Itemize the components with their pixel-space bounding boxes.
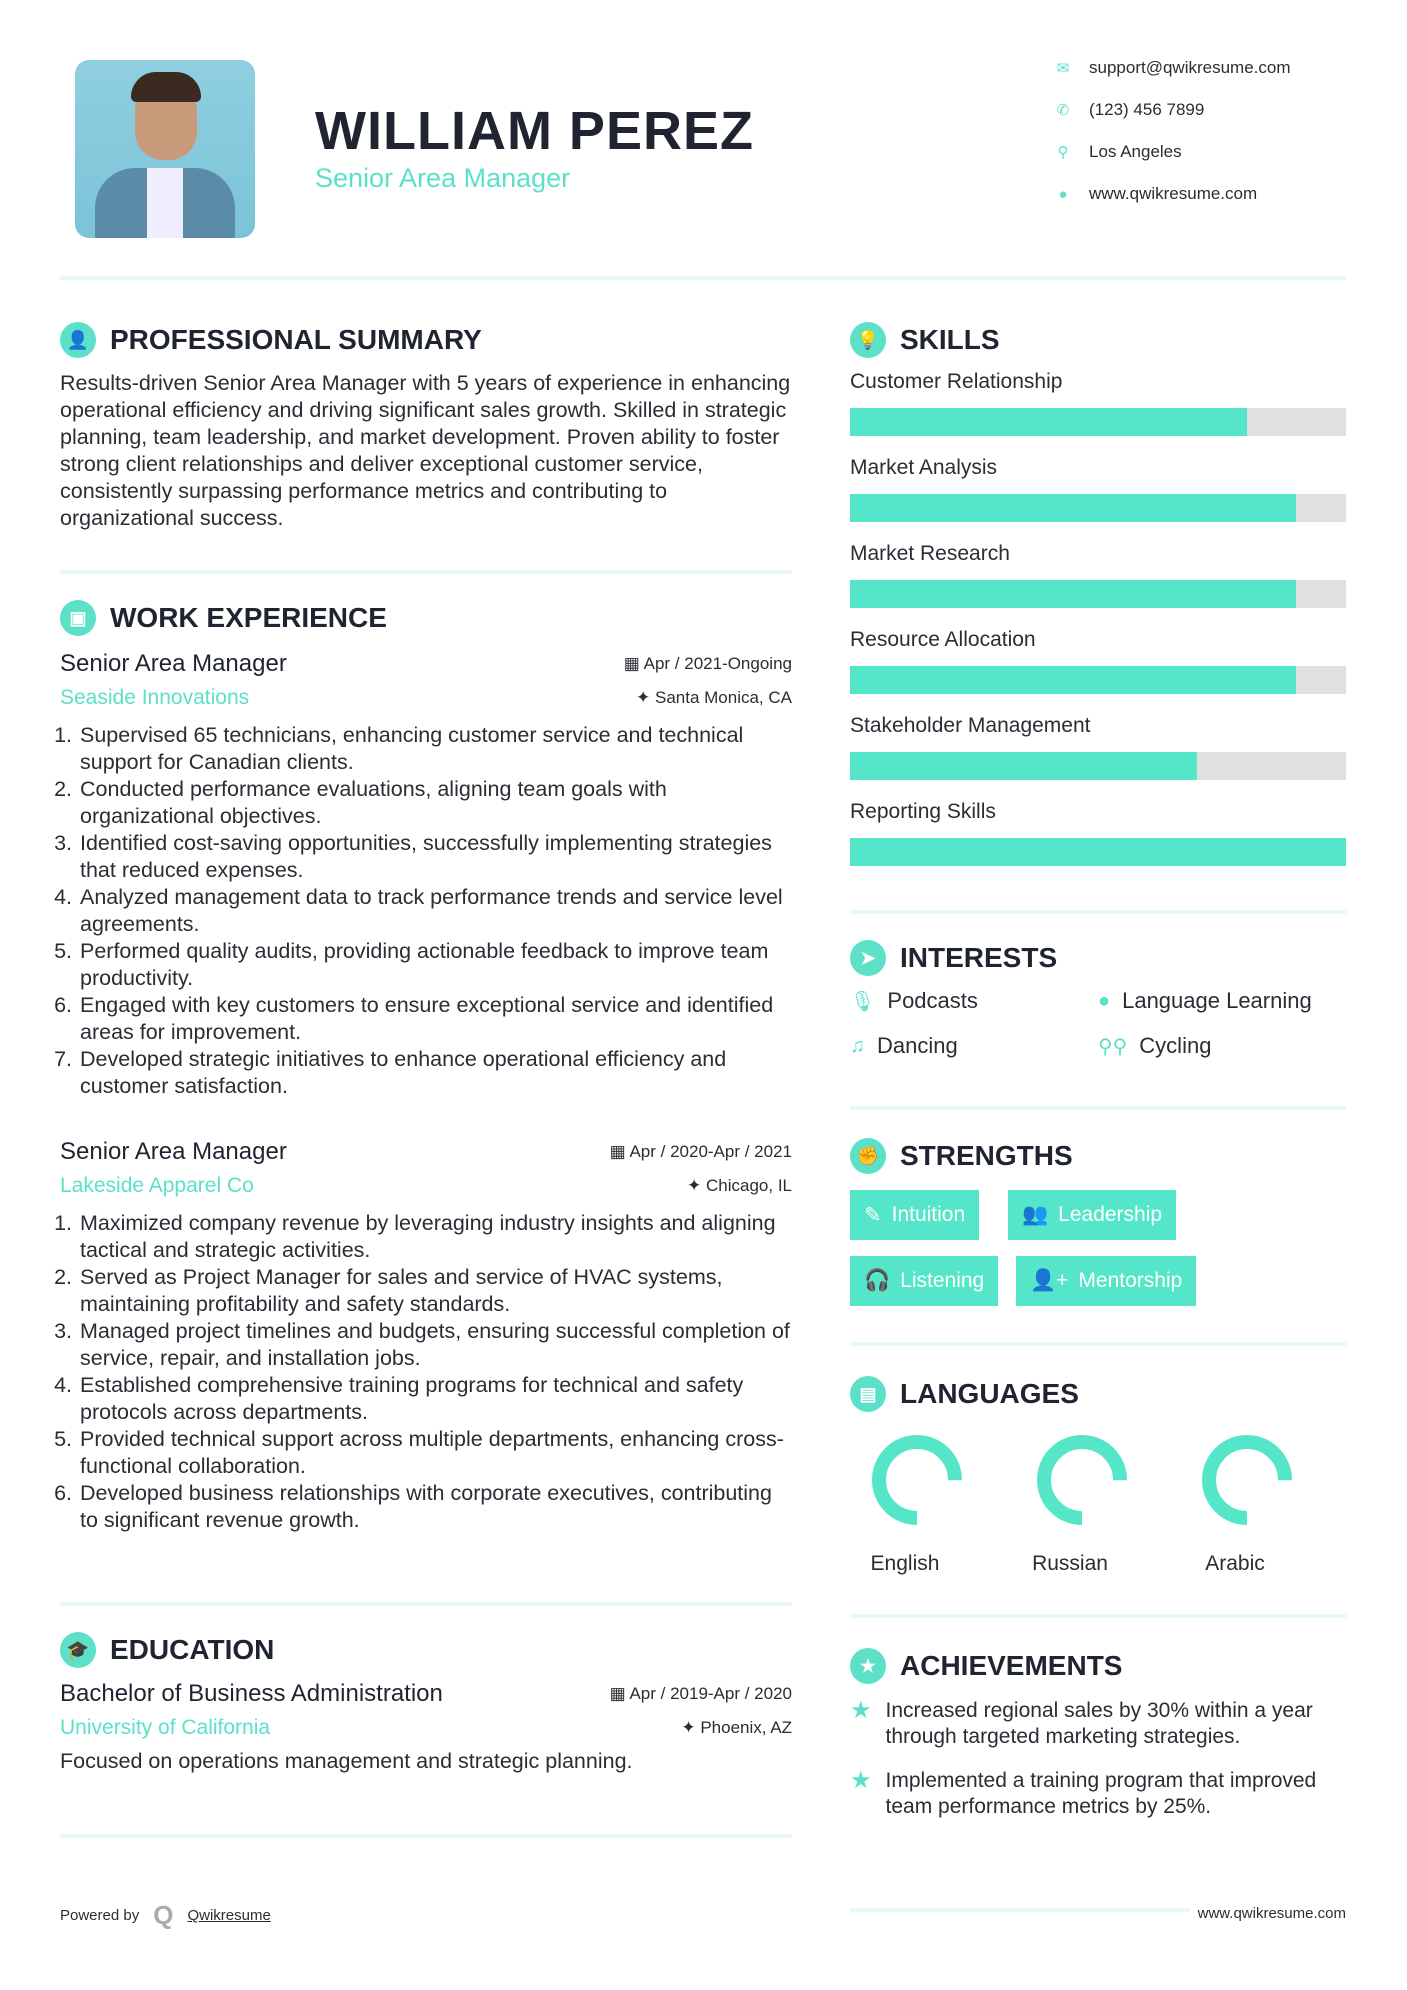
strength-tag: 👤+ Mentorship	[1016, 1256, 1196, 1306]
language-progress-ring	[1197, 1430, 1297, 1530]
languages-heading: ▤ LANGUAGES	[850, 1376, 1346, 1412]
job-bullet: 3. Identified cost-saving opportunities, successfully implementing strategies that reduced expenses.	[78, 830, 792, 884]
skill-bar	[850, 494, 1346, 522]
strength-tag: 🎧 Listening	[850, 1256, 998, 1306]
company-name: Lakeside Apparel Co	[60, 1174, 254, 1197]
skill-bar-fill	[850, 838, 1346, 866]
globe-icon: ●	[1098, 989, 1111, 1012]
fist-icon: ✊	[850, 1138, 886, 1174]
job-entry	[60, 650, 792, 1100]
users-icon: 👥	[1022, 1203, 1049, 1226]
contact-phone	[1055, 100, 1204, 120]
interest-item: 🎙 Podcasts	[850, 988, 978, 1013]
job-bullet: 2. Served as Project Manager for sales and service of HVAC systems, maintaining profitability and safety standards.	[78, 1264, 792, 1318]
pin-icon: ✦	[636, 688, 651, 707]
profile-photo	[75, 60, 255, 238]
divider	[60, 1834, 792, 1838]
job-title: Senior Area Manager	[60, 650, 287, 677]
strengths	[850, 1138, 1346, 1308]
job-date: ▦ Apr / 2021-Ongoing	[623, 654, 792, 673]
skill-item	[850, 628, 1346, 694]
job-bullet: 1. Maximized company revenue by leveraging industry insights and aligning tactical and strategic activities.	[78, 1210, 792, 1264]
job-entry	[60, 1138, 792, 1534]
skills-heading: 💡 SKILLS	[850, 322, 1346, 358]
user-icon: 👤	[60, 322, 96, 358]
language-item	[1015, 1430, 1145, 1576]
skill-item	[850, 456, 1346, 522]
candidate-title: Senior Area Manager	[315, 163, 571, 193]
language-progress-ring	[867, 1430, 967, 1530]
interest-item: ● Language Learning	[1098, 988, 1312, 1013]
language-progress-arc	[879, 1442, 955, 1518]
language-name: English	[870, 1552, 940, 1575]
lightbulb-icon: 💡	[850, 322, 886, 358]
qwikresume-logo-icon: Q	[153, 1900, 174, 1930]
briefcase-icon: ▣	[60, 600, 96, 636]
job-bullet: 6. Engaged with key customers to ensure exceptional service and identified areas for improvement.	[78, 992, 792, 1046]
skill-name: Market Analysis	[850, 456, 998, 479]
pin-icon: ✦	[687, 1176, 702, 1195]
education-text: Focused on operations management and strategic planning.	[60, 1749, 633, 1773]
footer-powered: Powered by Q Qwikresume	[60, 1900, 271, 1930]
contact-email[interactable]	[1055, 58, 1291, 78]
skill-bar	[850, 408, 1346, 436]
job-bullet: 5. Performed quality audits, providing actionable feedback to improve team productivity.	[78, 938, 792, 992]
education-location: ✦ Phoenix, AZ	[681, 1718, 792, 1737]
education-heading: 🎓 EDUCATION	[60, 1632, 792, 1668]
skill-bar	[850, 752, 1346, 780]
job-bullet: 2. Conducted performance evaluations, aligning team goals with organizational objectives.	[78, 776, 792, 830]
divider	[850, 1342, 1346, 1346]
skill-item	[850, 714, 1346, 780]
job-title: Senior Area Manager	[60, 1138, 287, 1165]
interest-item: ♫ Dancing	[850, 1033, 958, 1058]
achievements	[850, 1648, 1346, 1820]
job-date: ▦ Apr / 2020-Apr / 2021	[609, 1142, 792, 1161]
skill-bar	[850, 580, 1346, 608]
skill-name: Resource Allocation	[850, 628, 1036, 651]
globe-icon: ●	[1058, 185, 1068, 203]
language-progress-arc	[1044, 1442, 1120, 1518]
skill-name: Reporting Skills	[850, 800, 996, 823]
language-icon: ▤	[850, 1376, 886, 1412]
qwikresume-link[interactable]: Qwikresume	[187, 1907, 271, 1924]
skill-name: Stakeholder Management	[850, 714, 1091, 737]
contact-website[interactable]	[1055, 184, 1257, 204]
star-icon: ★	[850, 1767, 872, 1794]
interests-heading: ➤ INTERESTS	[850, 940, 1346, 976]
skill-bar-fill	[850, 408, 1247, 436]
interests	[850, 940, 1346, 1060]
language-progress-arc	[1209, 1442, 1285, 1518]
divider	[850, 1614, 1346, 1618]
skill-name: Customer Relationship	[850, 370, 1063, 393]
achievements-heading: ★ ACHIEVEMENTS	[850, 1648, 1346, 1684]
summary-text: Results-driven Senior Area Manager with 5 years of experience in enhancing operational efficiency and driving significant sales growth. Skilled in strategic planning, team leadership, and market development. Proven ability to foster strong client relationships and deliver exceptional customer service, consistently surpassing performance metrics and contributing to organizational success.	[60, 371, 791, 530]
star-icon: ★	[850, 1697, 872, 1724]
company-name: Seaside Innovations	[60, 686, 250, 709]
job-bullet: 7. Developed strategic initiatives to enhance operational efficiency and customer satisfaction.	[78, 1046, 792, 1100]
skill-bar-fill	[850, 494, 1296, 522]
skill-item	[850, 542, 1346, 608]
skill-bar-fill	[850, 580, 1296, 608]
language-item	[1180, 1430, 1310, 1576]
school: University of California	[60, 1716, 271, 1739]
star-badge-icon: ★	[850, 1648, 886, 1684]
language-name: Russian	[1032, 1552, 1108, 1575]
skills	[850, 322, 1346, 866]
phone-icon: ✆	[1056, 102, 1070, 119]
language-name: Arabic	[1205, 1552, 1265, 1575]
wand-icon: ✎	[864, 1203, 882, 1227]
strengths-heading: ✊ STRENGTHS	[850, 1138, 1346, 1174]
divider	[850, 1106, 1346, 1110]
job-bullet: 5. Provided technical support across multiple departments, enhancing cross-functional collaboration.	[78, 1426, 792, 1480]
calendar-icon: ▦	[623, 654, 640, 673]
graduation-icon: 🎓	[60, 1632, 96, 1668]
skill-item	[850, 370, 1346, 436]
education-date: ▦ Apr / 2019-Apr / 2020	[609, 1684, 792, 1703]
work-heading: ▣ WORK EXPERIENCE	[60, 600, 792, 636]
divider	[60, 570, 792, 574]
strength-tag: ✎ Intuition	[850, 1190, 979, 1240]
user-plus-icon: 👤+	[1030, 1269, 1069, 1292]
music-note-icon: ♫	[850, 1034, 865, 1057]
skill-bar-fill	[850, 752, 1197, 780]
bicycle-icon: ⚲⚲	[1098, 1035, 1128, 1058]
divider	[850, 910, 1346, 914]
contact-text: www.qwikresume.com	[1089, 184, 1258, 203]
contact-text: (123) 456 7899	[1089, 100, 1205, 119]
job-bullet: 6. Developed business relationships with corporate executives, contributing to significant revenue growth.	[78, 1480, 792, 1534]
microphone-icon: 🎙	[850, 990, 876, 1013]
job-bullet: 1. Supervised 65 technicians, enhancing customer service and technical support for Canadian clients.	[78, 722, 792, 776]
divider	[60, 1602, 792, 1606]
email-icon: ✉	[1056, 60, 1070, 77]
achievement-item: ★ Increased regional sales by 30% within a year through targeted marketing strategies.	[850, 1697, 1313, 1748]
skill-bar-fill	[850, 666, 1296, 694]
strength-tag: 👥 Leadership	[1008, 1190, 1176, 1240]
work-experience	[60, 600, 792, 1534]
skill-bar	[850, 838, 1346, 866]
skill-item	[850, 800, 1346, 866]
location-icon: ⚲	[1057, 144, 1069, 161]
education	[60, 1632, 792, 1775]
languages	[850, 1376, 1346, 1576]
job-bullet: 4. Established comprehensive training programs for technical and safety protocols across departments.	[78, 1372, 792, 1426]
summary-heading: 👤 PROFESSIONAL SUMMARY	[60, 322, 792, 358]
contact-location	[1055, 142, 1182, 162]
degree: Bachelor of Business Administration	[60, 1680, 443, 1707]
interest-item: ⚲⚲ Cycling	[1098, 1033, 1212, 1058]
contact-text: Los Angeles	[1089, 142, 1182, 161]
job-location: ✦ Chicago, IL	[687, 1176, 792, 1195]
job-location: ✦ Santa Monica, CA	[636, 688, 792, 707]
job-bullet: 4. Analyzed management data to track performance trends and service level agreements.	[78, 884, 792, 938]
language-item	[850, 1430, 980, 1576]
achievement-item: ★ Implemented a training program that improved team performance metrics by 25%.	[850, 1767, 1317, 1818]
footer-url[interactable]: www.qwikresume.com	[1190, 1905, 1346, 1922]
job-bullet: 3. Managed project timelines and budgets, ensuring successful completion of service, repair, and installation jobs.	[78, 1318, 792, 1372]
skill-name: Market Research	[850, 542, 1010, 565]
calendar-icon: ▦	[609, 1142, 626, 1161]
divider	[60, 276, 1346, 280]
contact-text: support@qwikresume.com	[1089, 58, 1291, 77]
language-progress-ring	[1032, 1430, 1132, 1530]
paper-plane-icon: ➤	[850, 940, 886, 976]
candidate-name: WILLIAM PEREZ	[315, 101, 754, 161]
skill-bar	[850, 666, 1346, 694]
headphones-icon: 🎧	[864, 1269, 891, 1292]
